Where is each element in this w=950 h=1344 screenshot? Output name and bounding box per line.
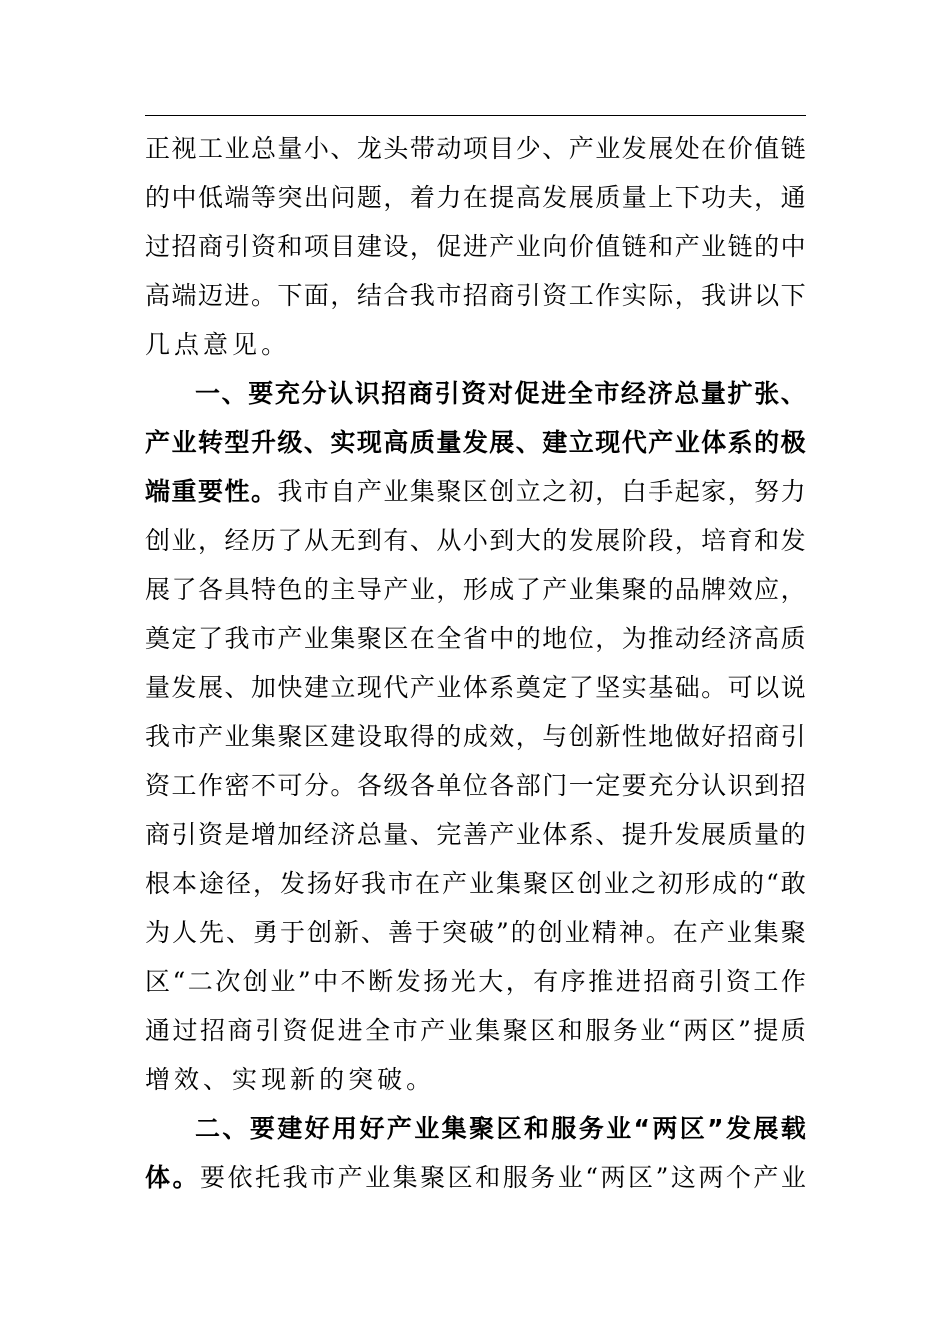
text-line: 正 视 工 业 总 量 小 、 龙 头 带 动 项 目 少 、 产 业 发 展 处 在 价 值 链 [145,134,806,163]
text-line: 为 人 先 、 勇 于 创 新 、 善 于 突 破 ” 的 创 业 精 神 。 在 产 业 集 聚 [145,918,806,947]
text-line: 高 端 迈 进 。 下 面 ， 结 合 我 市 招 商 引 资 工 作 实 际 ， 我 讲 以 下 [145,281,806,310]
text-line: 量 发 展 、 加 快 建 立 现 代 产 业 体 系 奠 定 了 坚 实 基 础 。 可 以 说 [145,673,806,702]
text-line: 二 、 要 建 好 用 好 产 业 集 聚 区 和 服 务 业 “ 两 区 ” 发 展 载 [195,1114,806,1143]
paragraph [145,1104,806,1202]
text-line: 过 招 商 引 资 和 项 目 建 设 ， 促 进 产 业 向 价 值 链 和 产 业 链 的 中 [145,232,806,261]
text-line: 创 业 ， 经 历 了 从 无 到 有 、 从 小 到 大 的 发 展 阶 段 ， 培 育 和 发 [145,526,806,555]
paragraph [145,124,806,369]
document-body [145,124,806,1202]
text-line: 我 市 产 业 集 聚 区 建 设 取 得 的 成 效 ， 与 创 新 性 地 做 好 招 商 引 [145,722,806,751]
text-line: 体 。 要 依 托 我 市 产 业 集 聚 区 和 服 务 业 “ 两 区 ” 这 两 个 产 业 [145,1163,806,1192]
text-line: 端 重 要 性 。 我 市 自 产 业 集 聚 区 创 立 之 初 ， 白 手 起 家 ， 努 力 [145,477,806,506]
paragraph [145,369,806,1104]
text-line: 产 业 转 型 升 级 、 实 现 高 质 量 发 展 、 建 立 现 代 产 业 体 系 的 极 [145,428,806,457]
text-line: 区 “ 二 次 创 业 ” 中 不 断 发 扬 光 大 ， 有 序 推 进 招 商 引 资 工 作 [145,967,806,996]
text-line: 根 本 途 径 ， 发 扬 好 我 市 在 产 业 集 聚 区 创 业 之 初 形 成 的 “ 敢 [145,869,806,898]
text-line: 资 工 作 密 不 可 分 。 各 级 各 单 位 各 部 门 一 定 要 充 分 认 识 到 招 [145,771,806,800]
text-line: 的 中 低 端 等 突 出 问 题 ， 着 力 在 提 高 发 展 质 量 上 下 功 夫 ， 通 [145,183,806,212]
text-line: 通 过 招 商 引 资 促 进 全 市 产 业 集 聚 区 和 服 务 业 “ 两 区 ” 提 质 [145,1016,806,1045]
header-rule [145,115,806,116]
text-line: 展 了 各 具 特 色 的 主 导 产 业 ， 形 成 了 产 业 集 聚 的 品 牌 效 应 ， [145,575,806,604]
text-line: 奠 定 了 我 市 产 业 集 聚 区 在 全 省 中 的 地 位 ， 为 推 动 经 济 高 质 [145,624,806,653]
text-line: 商 引 资 是 增 加 经 济 总 量 、 完 善 产 业 体 系 、 提 升 发 展 质 量 的 [145,820,806,849]
text-line: 几 点 意 见 。 [145,330,291,359]
text-line: 一 、 要 充 分 认 识 招 商 引 资 对 促 进 全 市 经 济 总 量 扩 张 、 [195,379,806,408]
text-line: 增 效 、 实 现 新 的 突 破 。 [145,1065,436,1094]
